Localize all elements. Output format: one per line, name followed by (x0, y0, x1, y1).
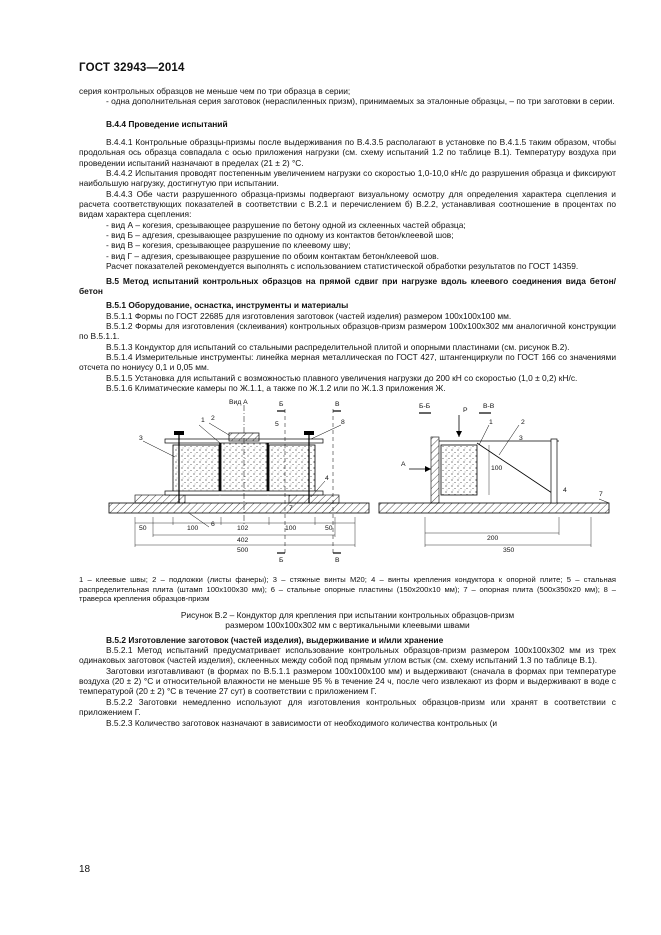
view-a-label: Вид А (229, 399, 248, 407)
callout-right-1: 1 (489, 419, 493, 427)
paragraph: В.5.2.2 Заготовки немедленно используют для изготовления контрольных образцов-призм или хранят в соответствии с приложением Г. (79, 696, 616, 718)
list-item: - вид А – когезия, срезывающее разрушение по бетону одной из склеенных частей образца; (106, 219, 466, 230)
page-number: 18 (79, 864, 91, 875)
callout-right-2: 2 (521, 419, 525, 427)
dim-402: 402 (237, 537, 249, 545)
paragraph: В.5.1.1 Формы по ГОСТ 22685 для изготовления заготовок (частей изделия) размером 100х100х100 мм. (106, 310, 512, 321)
figure-caption: Рисунок В.2 – Кондуктор для крепления при испытании контрольных образцов-призм (180, 610, 515, 621)
traverse-side (431, 437, 439, 503)
paragraph: - одна дополнительная серия заготовок (нераспиленных призм), принимаемых за эталонные образцы, – по три заготовки в серии. (106, 96, 615, 107)
section-heading: В.5.1 Оборудование, оснастка, инструменты и материалы (106, 300, 349, 311)
support-plate-left (135, 495, 185, 503)
arrow-a-label: А (401, 461, 406, 469)
paragraph: В.5.2.1 Метод испытаний предусматривает использование контрольных образцов-призм размером 100х100х302 мм из трех одинаковых заготовок (частей изделия), склеенных между собой под прямым углом встык (см. схему испытаний 1.3 по таблице В.1). (79, 645, 616, 666)
page-content (79, 86, 616, 728)
callout-right-7: 7 (599, 491, 603, 499)
prism-block-left (173, 445, 219, 495)
list-item: - вид Б – адгезия, срезывающее разрушение по одному из контактов бетон/клеевой шов; (106, 230, 454, 241)
section-v-top-label: В (335, 401, 340, 409)
support-plate-right (289, 495, 339, 503)
base-plate (109, 503, 369, 513)
dim-200: 200 (487, 535, 499, 543)
callout-1: 1 (201, 417, 205, 425)
callout-2: 2 (211, 415, 215, 423)
section-heading: В.5.2 Изготовление заготовок (частей изделия), выдерживание и и/или хранение (106, 634, 444, 645)
paragraph: В.5.1.6 Климатические камеры по Ж.1.1, а также по Ж.1.2 или по Ж.1.3 приложения Ж. (106, 382, 446, 393)
list-item: - вид Г – адгезия, срезывающее разрушение по обоим контактам бетон/клеевой шов. (106, 250, 439, 261)
paragraph: В.5.2.3 Количество заготовок назначают в зависимости от необходимого количества контрольных (и (106, 717, 498, 728)
dim-500: 500 (237, 547, 249, 555)
section-v-bottom-label: В (335, 557, 340, 565)
dim-100-vertical: 100 (491, 465, 503, 473)
callout-3: 3 (139, 435, 143, 443)
figure-b2-drawing (79, 395, 616, 571)
section-vv-label: В-В (483, 403, 495, 411)
technical-drawing (79, 395, 616, 571)
paragraph: В.4.4.2 Испытания проводят постепенным увеличением нагрузки со скоростью 1,0-10,0 кН/с до разрушения образца и фиксируют наибольшую нагрузку, достигнутую при испытании. (79, 168, 616, 189)
prism-side-view (441, 445, 477, 495)
callout-right-3: 3 (519, 435, 523, 443)
callout-6: 6 (211, 521, 215, 529)
dim-350: 350 (503, 547, 515, 555)
dim-50-right: 50 (325, 525, 333, 533)
callout-8: 8 (341, 419, 345, 427)
dim-100-left: 100 (187, 525, 199, 533)
callout-5: 5 (275, 421, 279, 429)
section-b-bottom-label: Б (279, 557, 284, 565)
paragraph: В.4.4.1 Контрольные образцы-призмы после выдерживания по В.4.3.5 располагают в установке по В.4.1.5 таким образом, чтобы продольная ось образца совпадала с осью приложения нагрузки (см. схему испытаний 1.2 по таблице В.1). Температуру воздуха при проведении испытаний назначают в пределах (21 ± 2) °С. (79, 137, 616, 168)
callout-4: 4 (325, 475, 329, 483)
dim-50-left: 50 (139, 525, 147, 533)
callout-right-4: 4 (563, 487, 567, 495)
load-p-label: P (463, 407, 468, 415)
section-b-top-label: Б (279, 401, 284, 409)
paragraph: Заготовки изготавливают (в формах по В.5.1.1 размером 100х100х100 мм) и выдерживают (сначала в формах при температуре воздуха (20 ± 2) °С и относительной влажности не меньше 95 % в течение 24 ч, после чего извлекают из форм и выдерживают в воде с температурой (20 ± 2) °С в течение 27 сут) в соответствии с приложением Г. (79, 665, 616, 697)
page-header: ГОСТ 32943—2014 (79, 62, 185, 74)
callout-7: 7 (289, 505, 293, 513)
section-heading: В.5 Метод испытаний контрольных образцов на прямой сдвиг при нагрузке вдоль клеевого соединения вида бетон/бетон (79, 275, 616, 296)
section-heading: В.4.4 Проведение испытаний (106, 118, 228, 129)
list-item: - вид В – когезия, срезывающее разрушение по клеевому шву; (106, 240, 351, 251)
dim-100-right: 100 (285, 525, 297, 533)
paragraph: В.5.1.5 Установка для испытаний с возможностью плавного увеличения нагрузки до 200 кН со скоростью (1,0 ± 0,2) кН/с. (106, 372, 578, 383)
paragraph: В.5.1.2 Формы для изготовления (склеивания) контрольных образцов-призм размером 100х100х302 мм аналогичной конструкции по В.5.1.1. (79, 320, 616, 342)
figure-caption-line2: размером 100х100х302 мм с вертикальными клеевыми швами (225, 620, 470, 631)
figure-legend: 1 – клеевые швы; 2 – подложки (листы фанеры); 3 – стяжные винты М20; 4 – винты крепления кондуктора к опорной плите; 5 – стальная распределительная плита (штамп 100х100х30 мм); 6 – стальные опорные пластины (150х200х10 мм); 7 – опорная плита (500х350х20 мм); 8 – траверса крепления образцов-призм (79, 575, 616, 604)
prism-block-right (269, 445, 315, 495)
paragraph: В.5.1.3 Кондуктор для испытаний со стальными распределительной плитой и опорными пластинами (см. рисунок В.2). (106, 341, 570, 352)
paragraph: Расчет показателей рекомендуется выполнять с использованием статистической обработки результатов по ГОСТ 14359. (106, 261, 579, 272)
paragraph: серия контрольных образцов не меньше чем по три образца в серии; (79, 86, 351, 96)
base-plate-side (379, 503, 609, 513)
paragraph: В.5.1.4 Измерительные инструменты: линейка мерная металлическая по ГОСТ 427, штангенциркули по ГОСТ 166 со значениями отсчета по нониусу 0,1 и 0,05 мм. (79, 351, 616, 373)
section-bb-label: Б-Б (419, 403, 431, 411)
paragraph: В.4.4.3 Обе части разрушенного образца-призмы подвергают визуальному осмотру для определения характера сцепления и расчета соответствующих показателей в соответствии с В.2.1 и перечислением б) В.2.2, устанавливая соотношение в процентах по видам характера сцепления: (79, 188, 616, 220)
dim-102: 102 (237, 525, 249, 533)
